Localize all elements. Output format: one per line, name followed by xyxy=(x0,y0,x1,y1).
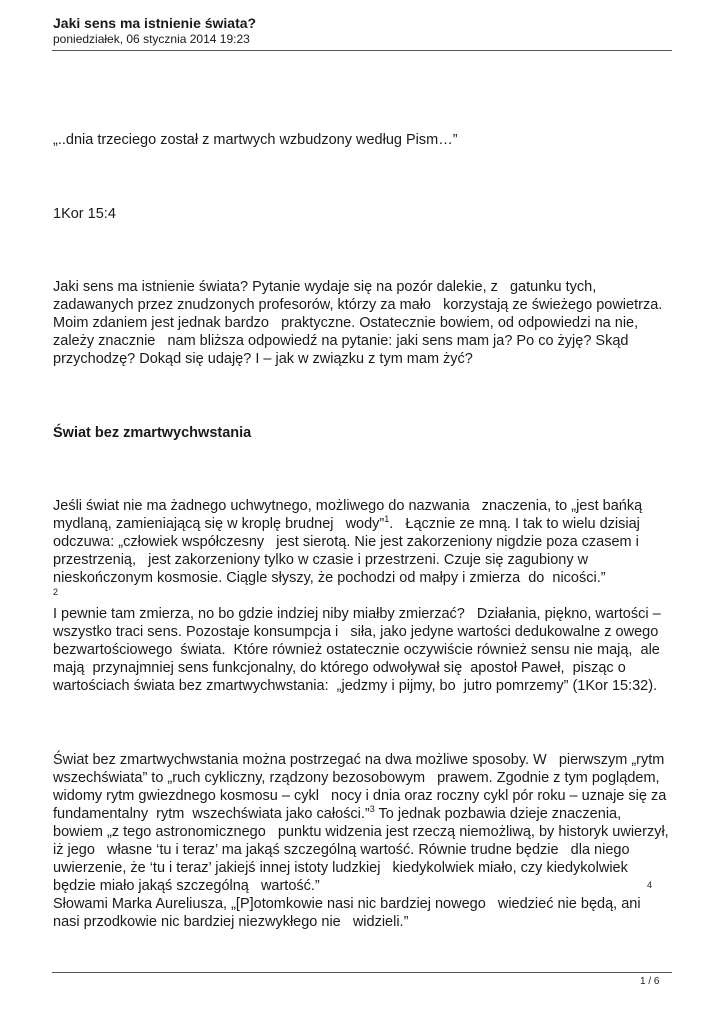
para2-line: wartościach świata bez zmartwychwstania: „jedzmy i pijmy, bo jutro pomrzemy” (1Kor 15:32). xyxy=(53,678,658,694)
epigraph-quote: „..dnia trzeciego został z martwych wzbudzony według Pism…” xyxy=(53,132,458,148)
page-number: 1 / 6 xyxy=(640,976,660,987)
para3-line: fundamentalny rytm wszechświata jako całości.”$^3$ To jednak pozbawia dzieje znaczenia, xyxy=(53,804,622,822)
para2-line: I pewnie tam zmierza, no bo gdzie indziej niby miałby zmierzać? Działania, piękno, wartości – xyxy=(53,606,661,622)
article-date: poniedziałek, 06 stycznia 2014 19:23 xyxy=(53,32,250,46)
para2-line: bezwartościowego świata. Które również ostatecznie oczywiście również sensu nie mają, ale xyxy=(53,642,660,658)
intro-line: przychodzę? Dokąd się udaję? I – jak w związku z tym mam żyć? xyxy=(53,351,473,367)
intro-line: Moim zdaniem jest jednak bardzo praktyczne. Ostatecznie bowiem, od odpowiedzi na nie, xyxy=(53,315,639,331)
intro-line: zależy znacznie nam bliższa odpowiedź na pytanie: jaki sens mam ja? Po co żyję? Skąd xyxy=(53,333,629,349)
intro-line: Jaki sens ma istnienie świata? Pytanie wydaje się na pozór dalekie, z gatunku tych, xyxy=(53,279,597,295)
footer-divider xyxy=(52,972,672,973)
header-divider xyxy=(52,50,672,51)
para1-line: Jeśli świat nie ma żadnego uchwytnego, możliwego do nazwania znaczenia, to „jest bańką xyxy=(53,498,643,514)
para3-line: bowiem „z tego astronomicznego punktu widzenia jest rzeczą niemożliwą, by historyk uwierzył, xyxy=(53,824,669,840)
para4-line: Słowami Marka Aureliusza, „[P]otomkowie nasi nic bardziej nowego wiedzieć nie będą, ani xyxy=(53,896,641,912)
para1-line: nieskończonym kosmosie. Ciągle słyszy, że pochodzi od małpy i zmierza do nicości.” xyxy=(53,570,606,586)
article-title: Jaki sens ma istnienie świata? xyxy=(53,15,257,31)
para2-line: wszystko traci sens. Pozostaje konsumpcja i siła, jako jedyne wartości dedukowalne z owego xyxy=(53,624,659,640)
footnote-ref-1: 1 xyxy=(384,514,390,525)
para1-line: mydlaną, zamieniającą się w kroplę brudnej wody”$^1$. Łącznie ze mną. I tak to wielu dzisiaj xyxy=(53,514,640,532)
para1-line: przestrzenią, jest zakorzeniony tylko w czasie i przestrzeni. Czuje się zagubiony w xyxy=(53,552,589,568)
para3-line: widomy rytm gwiezdnego kosmosu – cykl nocy i dnia oraz roczny cykl pór roku – uznaje się za xyxy=(53,788,667,804)
footnote-ref-2: 2 xyxy=(53,587,59,597)
para1-line: odczuwa: „człowiek współczesny jest sierotą. Nie jest zakorzeniony nigdzie poza czasem i xyxy=(53,534,639,550)
intro-line: zadawanych przez znudzonych profesorów, którzy za mało korzystają ze świeżego powietrza. xyxy=(53,297,663,313)
para3-line: będzie miało jakąś szczególną wartość.” xyxy=(53,878,320,894)
para3-line: uwierzenie, że ‘tu i teraz’ jakiejś innej istoty ludzkiej kiedykolwiek miało, czy kiedykolwiek xyxy=(53,860,628,876)
footnote-ref-3: 3 xyxy=(369,804,375,815)
para3-line: iż jego własne ‘tu i teraz’ ma jakąś szczególną wartość. Równie trudne będzie dla niego xyxy=(53,842,630,858)
para3-line: Świat bez zmartwychwstania można postrzegać na dwa możliwe sposoby. W pierwszym „rytm xyxy=(53,752,665,768)
footnote-ref-4: 4 xyxy=(647,880,653,890)
para2-line: mają przynajmniej sens funkcjonalny, do którego odwoływał się apostoł Paweł, pisząc o xyxy=(53,660,626,676)
para3-line: wszechświata” to „ruch cykliczny, rządzony bezosobowym prawem. Zgodnie z tym poglądem, xyxy=(53,770,660,786)
epigraph-citation: 1Kor 15:4 xyxy=(53,206,116,222)
section-heading: Świat bez zmartwychwstania xyxy=(53,425,252,441)
para4-line: nasi przodkowie nic bardziej niezwykłego nie widzieli.” xyxy=(53,914,409,930)
